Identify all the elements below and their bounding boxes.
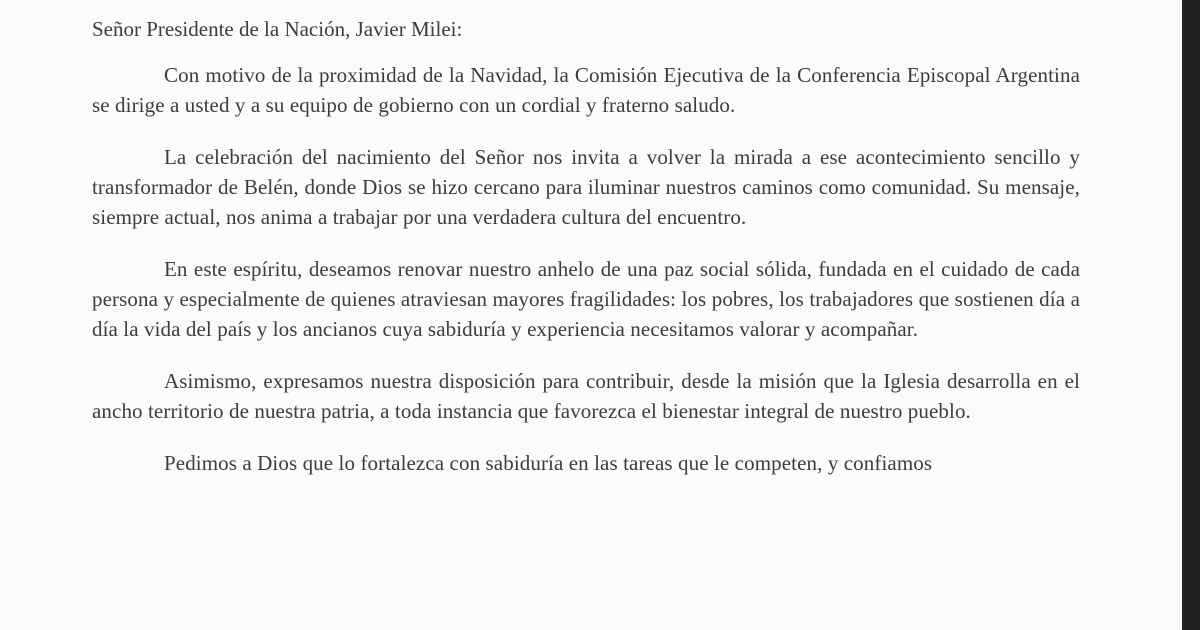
salutation: Señor Presidente de la Nación, Javier Milei: — [92, 17, 463, 41]
page-edge-shadow — [1182, 0, 1200, 630]
paragraph-2: La celebración del nacimiento del Señor nos invita a volver la mirada a ese acontecimiento sencillo y transformador de Belén, donde Dios se hizo cercano para iluminar nuestros caminos como comunidad. Su mensaje, siempre actual, nos anima a trabajar por una verdadera cultura del encuentro. — [92, 145, 1080, 229]
paragraph-3: En este espíritu, deseamos renovar nuestro anhelo de una paz social sólida, fundada en el cuidado de cada persona y especialmente de quienes atraviesan mayores fragilidades: los pobres, los trabajadores que sostienen día a día la vida del país y los ancianos cuya sabiduría y experiencia necesitamos valorar y acompañar. — [92, 257, 1080, 341]
paragraph-1: Con motivo de la proximidad de la Navidad, la Comisión Ejecutiva de la Conferencia Episcopal Argentina se dirige a usted y a su equipo de gobierno con un cordial y fraterno saludo. — [92, 63, 1080, 117]
paragraph-4: Asimismo, expresamos nuestra disposición para contribuir, desde la misión que la Iglesia desarrolla en el ancho territorio de nuestra patria, a toda instancia que favorezca el bienestar integral de nuestro pueblo. — [92, 369, 1080, 423]
letter-body — [92, 14, 1080, 500]
paragraph-5: Pedimos a Dios que lo fortalezca con sabiduría en las tareas que le competen, y confiamos — [164, 451, 933, 475]
